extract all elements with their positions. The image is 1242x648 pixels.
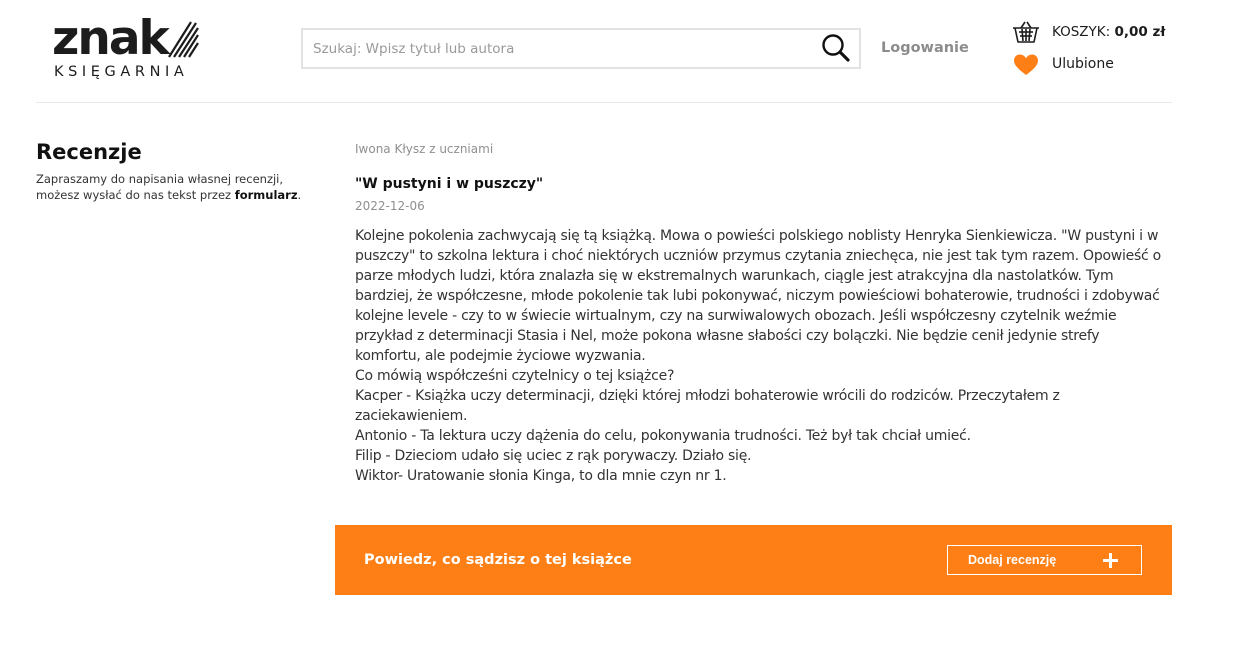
favorites-label: Ulubione	[1052, 56, 1114, 72]
logo-stripes-icon	[165, 18, 199, 58]
reviews-description	[36, 171, 316, 203]
review-date: 2022-12-06	[355, 199, 425, 213]
heart-icon	[1012, 53, 1040, 77]
review-paragraph: Wiktor- Uratowanie słonia Kinga, to dla mnie czyn nr 1.	[355, 468, 727, 484]
logo[interactable]	[52, 11, 197, 82]
search-input[interactable]	[303, 30, 813, 67]
reviews-description-end: .	[297, 188, 302, 202]
cart-summary	[1052, 24, 1165, 40]
review-paragraph: Co mówią współcześni czytelnicy o tej książce?	[355, 368, 675, 384]
search-icon[interactable]	[821, 33, 851, 63]
review-paragraph: Antonio - Ta lektura uczy dążenia do celu, pokonywania trudności. Też był tak chciał umieć.	[355, 428, 971, 444]
logo-subtitle: KSIĘGARNIA	[54, 64, 189, 80]
cart-amount: 0,00 zł	[1114, 24, 1166, 40]
logo-word: znak	[52, 11, 168, 66]
form-link[interactable]: formularz	[234, 188, 298, 202]
review-body	[355, 226, 1167, 486]
reviews-description-text: Zapraszamy do napisania własnej recenzji, możesz wysłać do nas tekst przez	[36, 172, 284, 202]
cart-label: KOSZYK:	[1052, 24, 1111, 40]
review-paragraph: Kacper - Książka uczy determinacji, dzięki której młodzi bohaterowie wrócili do rodziców. Przeczytałem z zaciekawieniem.	[355, 388, 1060, 424]
add-review-label: Dodaj recenzję	[968, 553, 1057, 567]
review-paragraph: Filip - Dzieciom udało się uciec z rąk porywaczy. Działo się.	[355, 448, 752, 464]
reviews-heading: Recenzje	[36, 140, 142, 164]
review-paragraph: Kolejne pokolenia zachwycają się tą książką. Mowa o powieści polskiego noblisty Henryka Sienkiewicza. "W pustyni i w puszczy" to szkolna lektura i choć niektórych uczniów przymus czytania zniechęca, nie jest tak tym razem. Opowieść o parze młodych ludzi, która znalazła się w ekstremalnych warunkach, ciągle jest atrakcyjna dla nastolatków. Tym bardziej, że współczesne, młode pokolenie tak lubi pokonywać, niczym powieściowi bohaterowie, trudności i zdobywać kolejne levele - czy to w świecie wirtualnym, czy na surwiwalowych obozach. Jeśli współczesny czytelnik weźmie przykład z determinacji Stasia i Nel, może pokona własne słabości czy bolączki. Nie będzie cenił jedynie strefy komfortu, ale podejmie życiowe wyzwania.	[355, 228, 1161, 364]
search-box	[301, 28, 861, 69]
cta-text: Powiedz, co sądzisz o tej książce	[364, 552, 632, 568]
login-link[interactable]: Logowanie	[881, 40, 969, 56]
review-cta-banner	[335, 525, 1172, 595]
add-review-button[interactable]	[947, 545, 1142, 575]
review-author: Iwona Kłysz z uczniami	[355, 142, 494, 156]
plus-icon	[1102, 552, 1119, 569]
review-title: "W pustyni i w puszczy"	[355, 176, 544, 192]
header-divider	[36, 102, 1172, 103]
basket-icon	[1012, 20, 1040, 44]
